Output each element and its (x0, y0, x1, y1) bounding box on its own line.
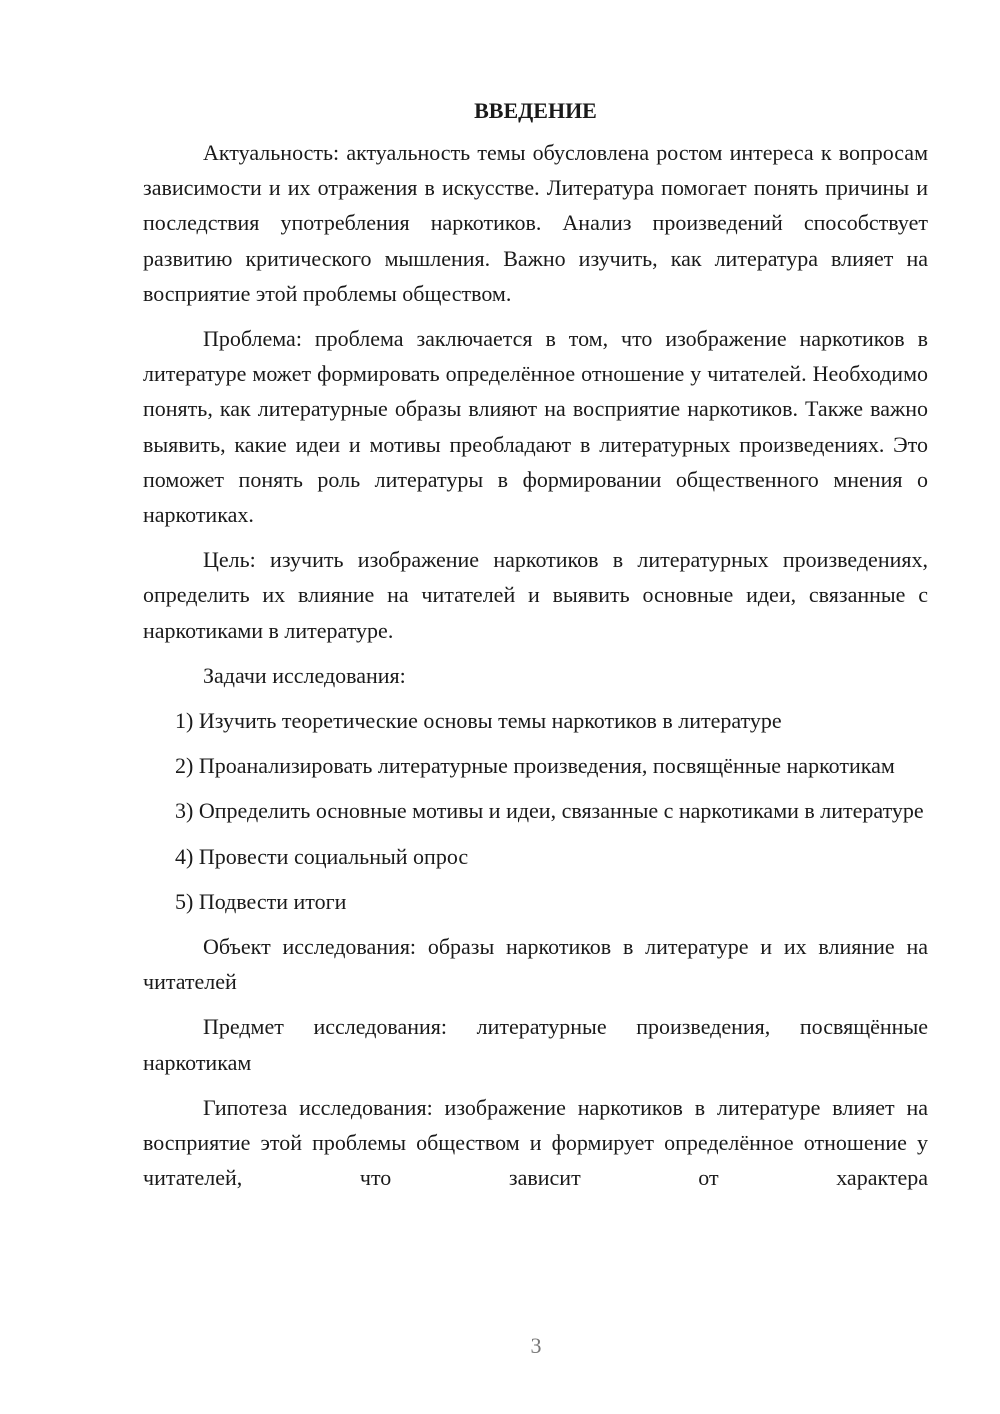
page-content (143, 95, 928, 1205)
paragraph-relevance: Актуальность: актуальность темы обусловлена ростом интереса к вопросам зависимости и их отражения в искусстве. Литература помогает понять причины и последствия употребления наркотиков. Анализ произведений способствует развитию критического мышления. Важно изучить, как литература влияет на восприятие этой проблемы обществом. (143, 140, 928, 306)
task-item: 5) Подвести итоги (175, 888, 347, 914)
page-title: ВВЕДЕНИЕ (474, 98, 597, 123)
paragraph-object: Объект исследования: образы наркотиков в литературе и их влияние на читателей (143, 934, 928, 995)
paragraph-hypothesis: Гипотеза исследования: изображение наркотиков в литературе влияет на восприятие этой проблемы обществом и формирует определённое отношение у читателей, что зависит от характера (143, 1094, 928, 1191)
paragraph-goal: Цель: изучить изображение наркотиков в литературных произведениях, определить их влияние на читателей и выявить основные идеи, связанные с наркотиками в литературе. (143, 547, 928, 643)
task-item: 4) Провести социальный опрос (175, 843, 469, 869)
task-item: 1) Изучить теоретические основы темы наркотиков в литературе (175, 708, 782, 734)
paragraph-subject: Предмет исследования: литературные произведения, посвящённые наркотикам (143, 1014, 928, 1075)
paragraph-tasks-heading: Задачи исследования: (203, 662, 406, 688)
task-item: 2) Проанализировать литературные произведения, посвящённые наркотикам (175, 753, 895, 779)
task-item: 3) Определить основные мотивы и идеи, связанные с наркотиками в литературе (175, 798, 924, 824)
page-number: 3 (530, 1333, 542, 1358)
paragraph-problem: Проблема: проблема заключается в том, что изображение наркотиков в литературе может формировать определённое отношение у читателей. Необходимо понять, как литературные образы влияют на восприятие наркотиков. Также важно выявить, какие идеи и мотивы преобладают в литературных произведениях. Это поможет понять роль литературы в формировании общественного мнения о наркотиках. (143, 326, 928, 528)
